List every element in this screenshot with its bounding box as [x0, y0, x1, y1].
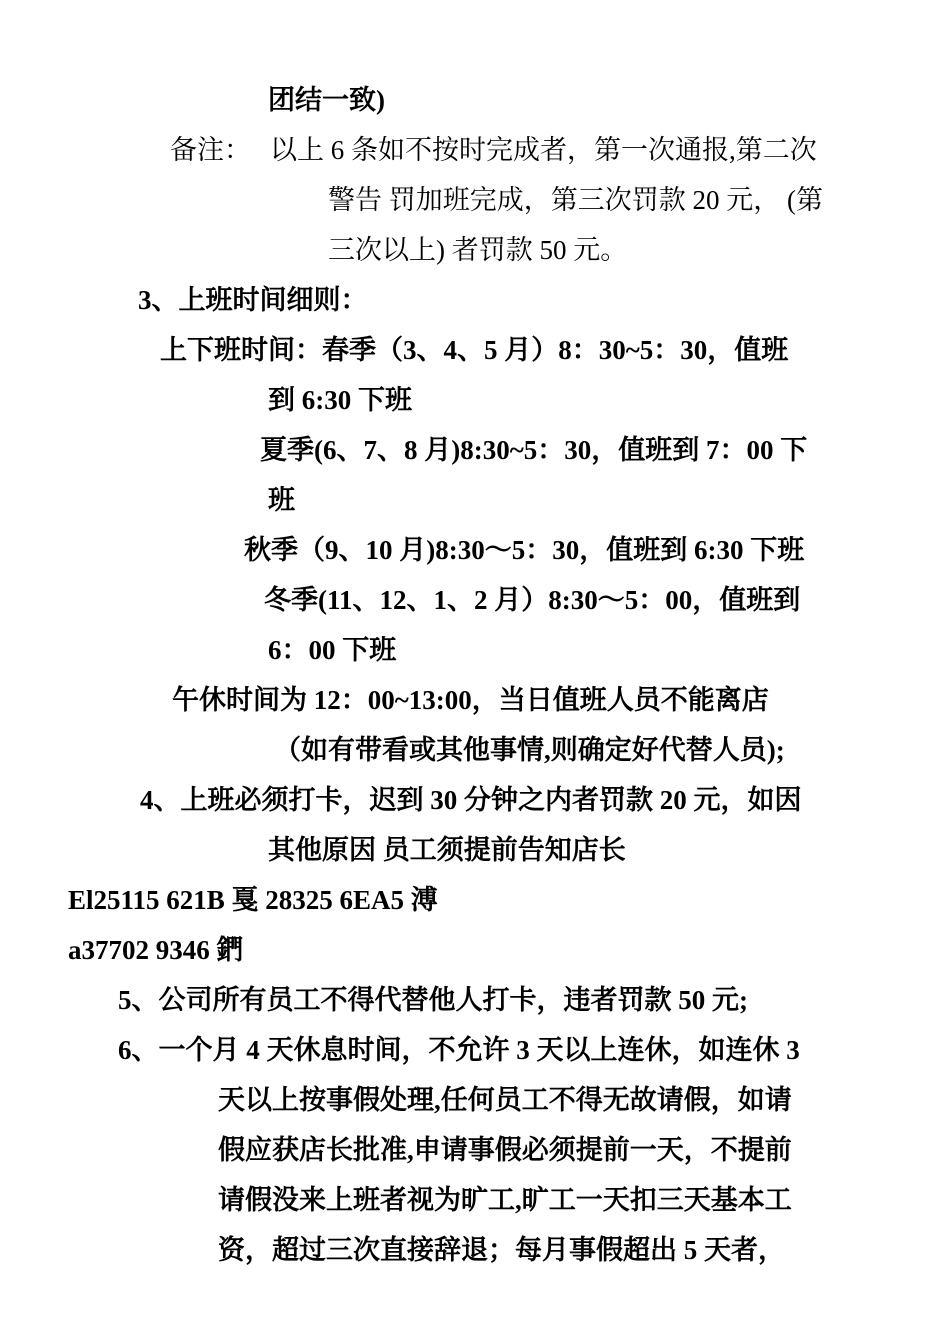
- text-line: 资，超过三次直接辞退；每月事假超出 5 天者，: [218, 1235, 785, 1265]
- text-line: 警告 罚加班完成，第三次罚款 20 元， (第: [328, 185, 823, 215]
- text-line: 上下班时间：春季（3、4、5 月）8：30~5：30，值班: [160, 335, 789, 365]
- section-heading: 3、上班时间细则：: [138, 285, 368, 315]
- text-line: 夏季(6、7、8 月)8:30~5：30，值班到 7：00 下: [260, 435, 808, 465]
- section-heading: 6、一个月 4 天休息时间，不允许 3 天以上连休，如连休 3: [118, 1035, 800, 1065]
- text-line: 请假没来上班者视为旷工,旷工一天扣三天基本工: [218, 1185, 792, 1215]
- text-line: 团结一致): [268, 85, 385, 115]
- garbled-text-line: a37702 9346 鍆: [68, 935, 244, 965]
- text-line: 冬季(11、12、1、2 月）8:30～5：00，值班到: [264, 585, 801, 615]
- text-line: 午休时间为 12：00~13:00，当日值班人员不能离店: [172, 685, 769, 715]
- text-line: 天以上按事假处理,任何员工不得无故请假，如请: [218, 1085, 792, 1115]
- section-heading: 5、公司所有员工不得代替他人打卡，违者罚款 50 元;: [118, 985, 748, 1015]
- text-line: 其他原因 员工须提前告知店长: [268, 835, 626, 865]
- text-line: 到 6:30 下班: [268, 385, 412, 415]
- text-line: 三次以上) 者罚款 50 元。: [328, 235, 628, 265]
- text-line: （如有带看或其他事情,则确定好代替人员);: [274, 735, 785, 765]
- text-line: 以上 6 条如不按时完成者，第一次通报,第二次: [270, 135, 817, 165]
- remark-label: 备注：: [170, 135, 251, 165]
- section-heading: 4、上班必须打卡，迟到 30 分钟之内者罚款 20 元，如因: [140, 785, 802, 815]
- garbled-text-line: El25115 621B 戛 28325 6EA5 溥: [68, 885, 438, 915]
- text-line: 秋季（9、10 月)8:30～5：30，值班到 6:30 下班: [244, 535, 805, 565]
- text-line: 班: [268, 485, 295, 515]
- text-line: 6：00 下班: [268, 635, 397, 665]
- text-line: 假应获店长批准,申请事假必须提前一天，不提前: [218, 1135, 792, 1165]
